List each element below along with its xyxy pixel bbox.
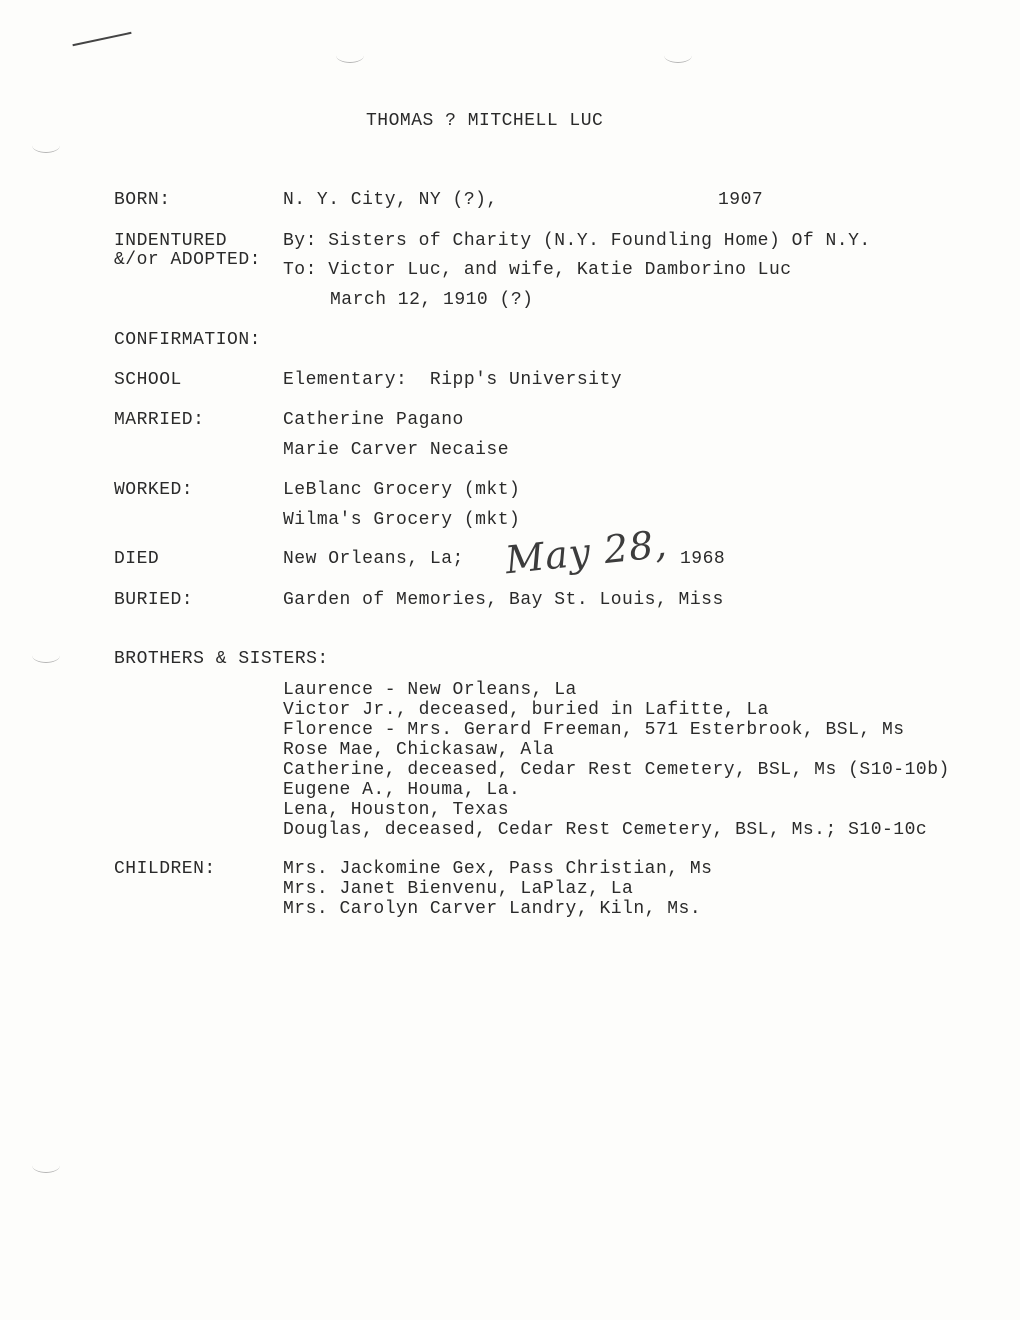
school-value: Elementary: Ripp's University xyxy=(283,370,623,390)
indentured-label: INDENTURED xyxy=(114,231,228,251)
spouse-1: Catherine Pagano xyxy=(283,410,464,430)
sibling-item: Eugene A., Houma, La. xyxy=(283,780,521,800)
punch-hole-mark xyxy=(664,48,692,63)
sibling-item: Rose Mae, Chickasaw, Ala xyxy=(283,740,555,760)
died-place: New Orleans, La; xyxy=(283,549,464,569)
married-label: MARRIED: xyxy=(114,410,205,430)
sibling-item: Laurence - New Orleans, La xyxy=(283,680,577,700)
sibling-item: Catherine, deceased, Cedar Rest Cemetery, BSL, Ms (S10-10b) xyxy=(283,760,950,780)
buried-label: BURIED: xyxy=(114,590,194,610)
pen-mark xyxy=(72,32,131,46)
worked-label: WORKED: xyxy=(114,480,194,500)
buried-value: Garden of Memories, Bay St. Louis, Miss xyxy=(283,590,724,610)
workplace-2: Wilma's Grocery (mkt) xyxy=(283,510,521,530)
adopted-label: &/or ADOPTED: xyxy=(114,250,261,270)
died-label: DIED xyxy=(114,549,160,569)
child-item: Mrs. Janet Bienvenu, LaPlaz, La xyxy=(283,879,634,899)
punch-hole-mark xyxy=(32,1158,60,1173)
adopted-to: To: Victor Luc, and wife, Katie Damborino Luc xyxy=(283,260,792,280)
siblings-label: BROTHERS & SISTERS: xyxy=(114,649,329,669)
punch-hole-mark xyxy=(32,648,60,663)
sibling-item: Florence - Mrs. Gerard Freeman, 571 Esterbrook, BSL, Ms xyxy=(283,720,905,740)
school-label: SCHOOL xyxy=(114,370,182,390)
adopted-by: By: Sisters of Charity (N.Y. Foundling Home) Of N.Y. xyxy=(283,231,871,251)
children-label: CHILDREN: xyxy=(114,859,216,879)
punch-hole-mark xyxy=(32,138,60,153)
page-title: THOMAS ? MITCHELL LUC xyxy=(366,111,604,131)
born-place: N. Y. City, NY (?), xyxy=(283,190,498,210)
adopted-date: March 12, 1910 (?) xyxy=(330,290,534,310)
died-year: 1968 xyxy=(680,549,726,569)
born-year: 1907 xyxy=(718,190,764,210)
handwritten-death-date: May 28, xyxy=(503,521,670,583)
sibling-item: Victor Jr., deceased, buried in Lafitte, La xyxy=(283,700,769,720)
sibling-item: Douglas, deceased, Cedar Rest Cemetery, BSL, Ms.; S10-10c xyxy=(283,820,928,840)
confirmation-label: CONFIRMATION: xyxy=(114,330,261,350)
sibling-item: Lena, Houston, Texas xyxy=(283,800,510,820)
spouse-2: Marie Carver Necaise xyxy=(283,440,510,460)
child-item: Mrs. Jackomine Gex, Pass Christian, Ms xyxy=(283,859,713,879)
born-label: BORN: xyxy=(114,190,171,210)
workplace-1: LeBlanc Grocery (mkt) xyxy=(283,480,521,500)
child-item: Mrs. Carolyn Carver Landry, Kiln, Ms. xyxy=(283,899,702,919)
punch-hole-mark xyxy=(336,48,364,63)
